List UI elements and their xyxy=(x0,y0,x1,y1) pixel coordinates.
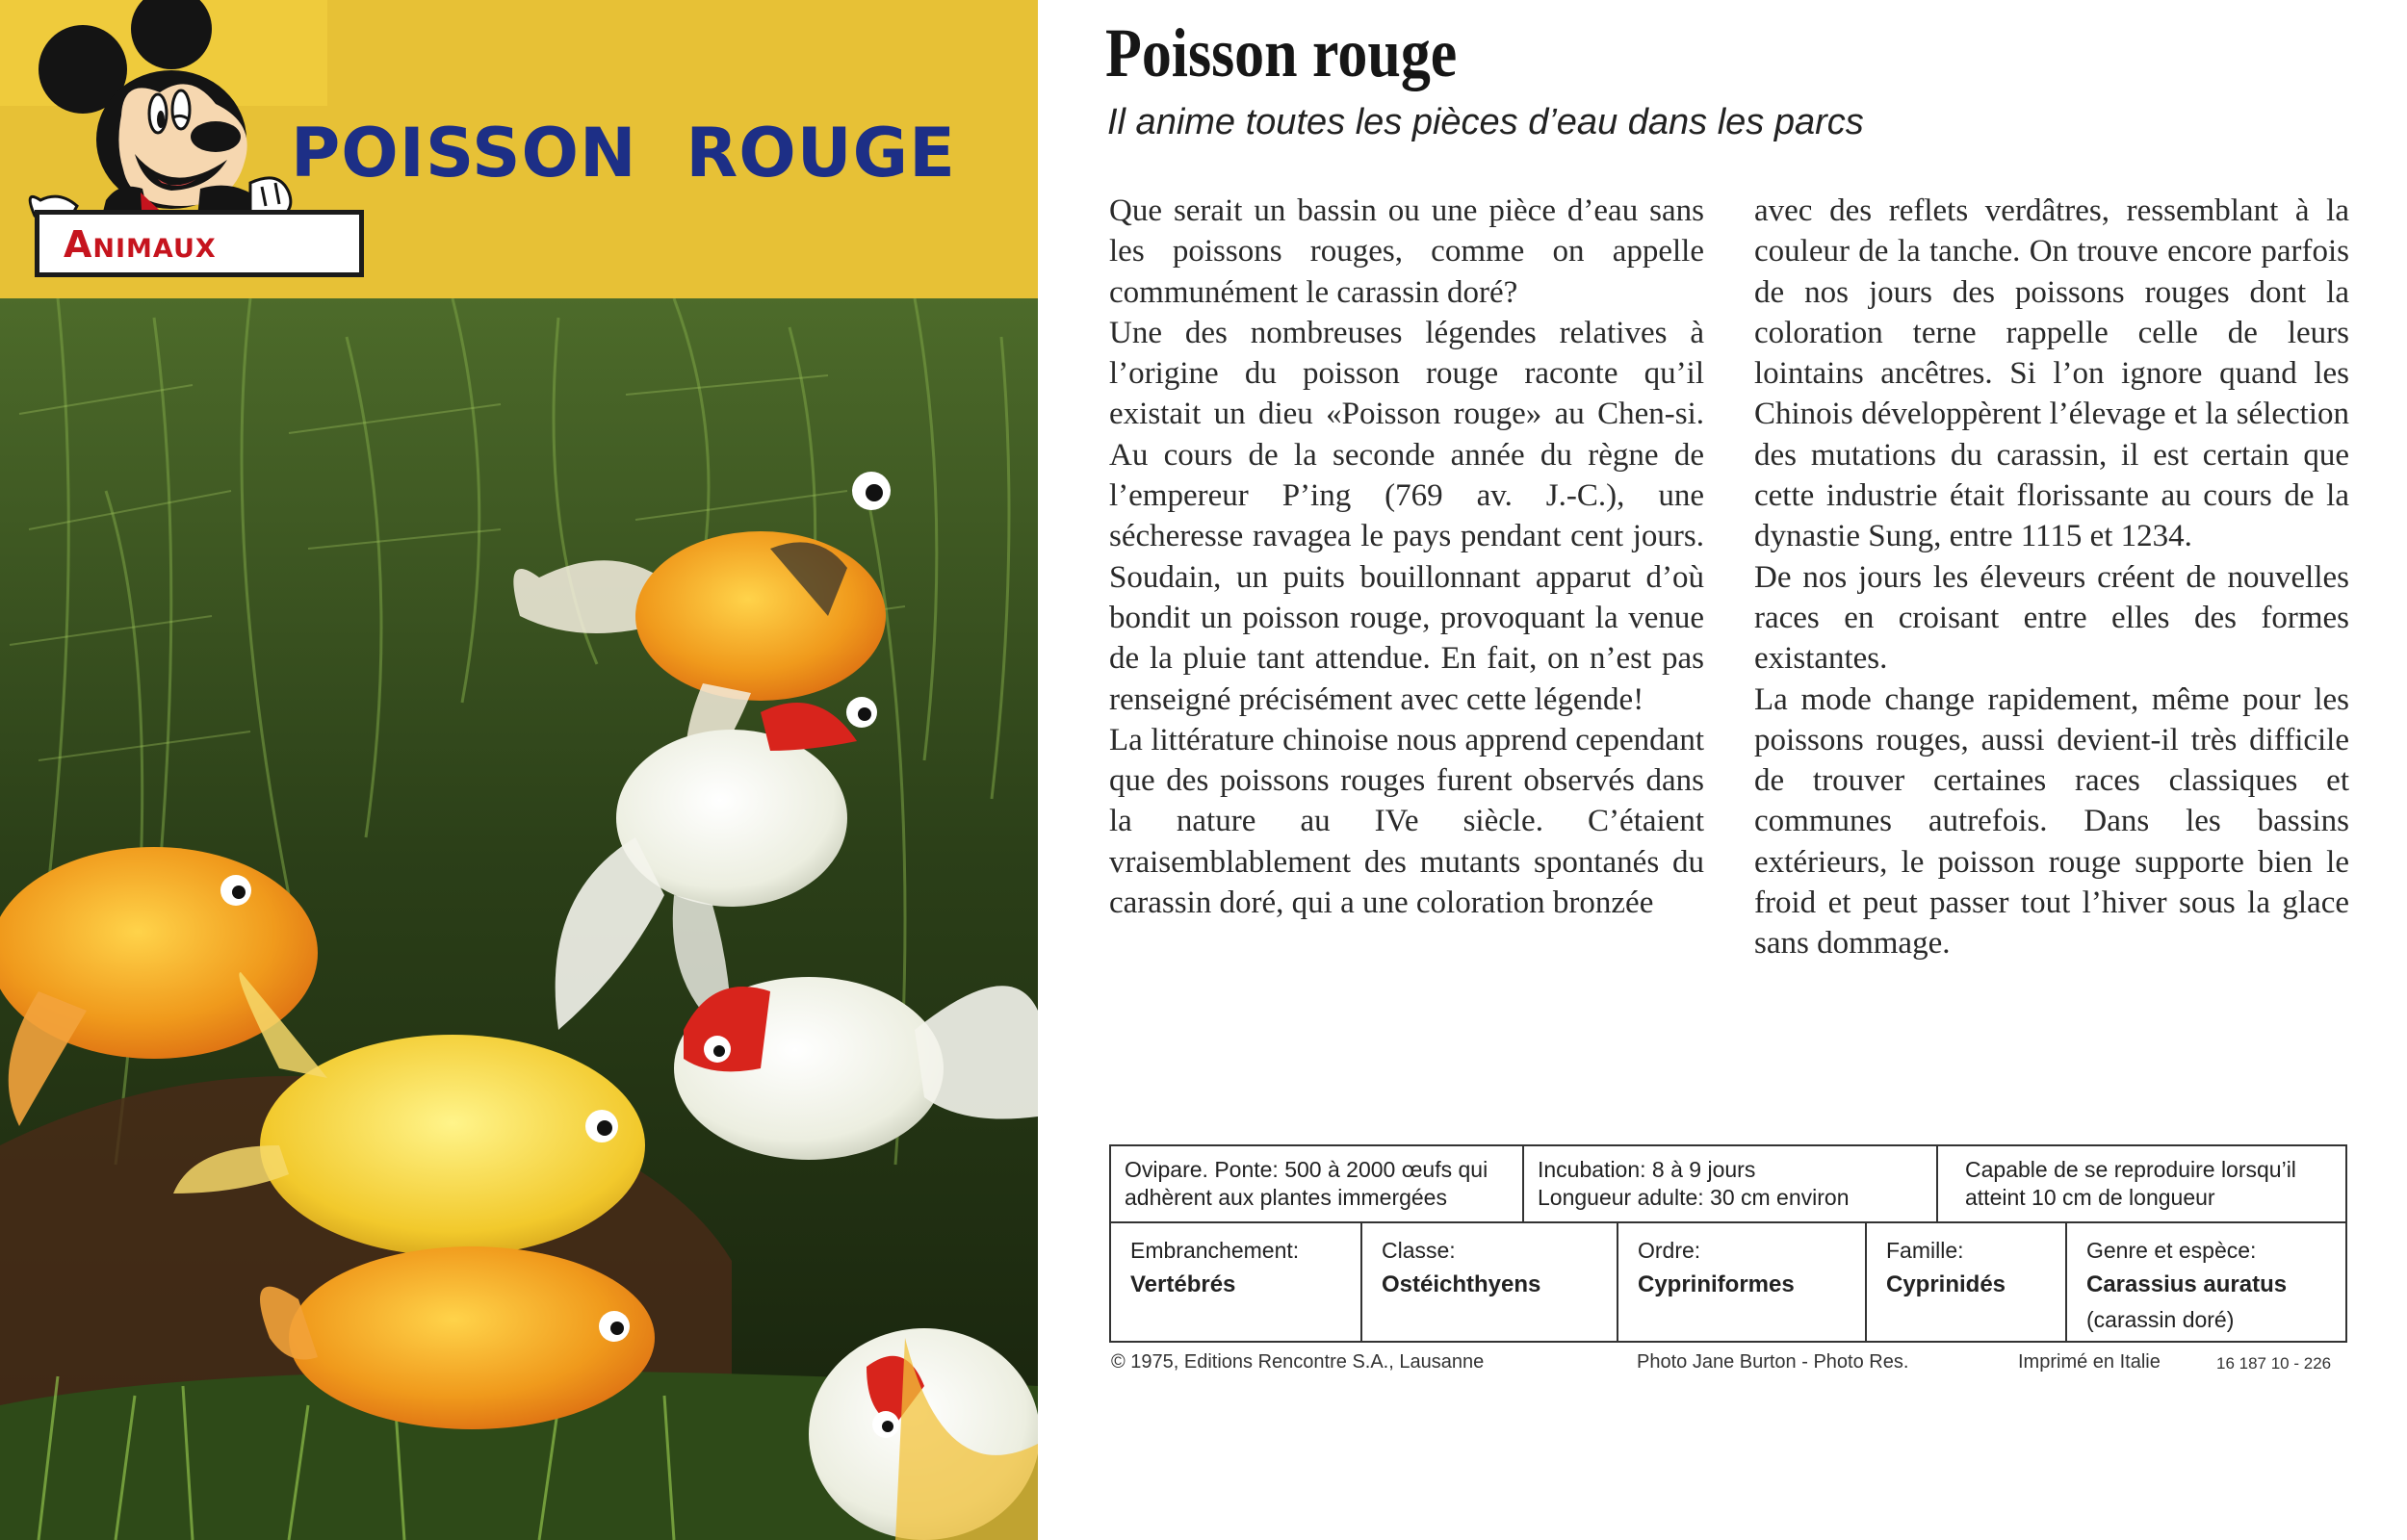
taxonomy-value: Cyprinidés xyxy=(1886,1271,2006,1297)
copyright-line: © 1975, Editions Rencontre S.A., Lausanne xyxy=(1111,1351,1485,1373)
taxonomy-value: Ostéichthyens xyxy=(1382,1271,1541,1297)
goldfish-photo xyxy=(0,298,1038,1540)
article-column-left xyxy=(1109,191,1704,923)
photo-credit: Photo Jane Burton - Photo Res. xyxy=(1637,1351,1909,1373)
fact-length: Longueur adulte: 30 cm environ xyxy=(1538,1185,1850,1210)
taxonomy-genre-espece xyxy=(2065,1221,2345,1341)
card-code: 16 187 10 - 226 xyxy=(2216,1354,2332,1373)
fact-incubation-length xyxy=(1522,1146,1936,1221)
paragraph: Que serait un bassin ou une pièce d’eau sans les poissons rouges, comme on appelle communément le carassin doré? xyxy=(1109,193,1704,310)
taxonomy-embranchement xyxy=(1111,1221,1360,1341)
white-goldfish xyxy=(809,1328,1038,1540)
article-column-right xyxy=(1754,191,2349,964)
taxonomy-label: Famille: xyxy=(1886,1238,1964,1263)
article-title: Poisson rouge xyxy=(1105,14,1458,91)
fact-maturity: Capable de se reproduire lorsqu’il atteint 10 cm de longueur xyxy=(1936,1146,2347,1221)
fact-incubation: Incubation: 8 à 9 jours xyxy=(1538,1157,1756,1182)
paragraph: avec des reflets verdâtres, ressemblant à la couleur de la tanche. On trouve encore parfois de nos jours des poissons rouges dont la coloration terne rappelle celle de leurs lointains ancêtres. Si l’on ignore quand les Chinois développèrent l’élevage et la sélection des mutations du carassin, il est certain que cette industrie était florissante au cours de la dynastie Sung, entre 1115 et 1234. xyxy=(1754,193,2349,554)
taxonomy-value: Cypriniformes xyxy=(1638,1271,1795,1297)
taxonomy-ordre xyxy=(1617,1221,1865,1341)
taxonomy-value: Carassius auratus xyxy=(2086,1271,2288,1297)
taxonomy-famille xyxy=(1865,1221,2065,1341)
taxonomy-label: Classe: xyxy=(1382,1238,1456,1263)
taxonomy-label: Embranchement: xyxy=(1130,1238,1300,1263)
taxonomy-note: (carassin doré) xyxy=(2086,1307,2235,1332)
card-section-title: POISSON ROUGE xyxy=(291,114,956,192)
print-location: Imprimé en Italie xyxy=(2018,1351,2161,1373)
fact-reproduction: Ovipare. Ponte: 500 à 2000 œufs qui adhèrent aux plantes immergées xyxy=(1125,1157,1488,1210)
card-front-panel xyxy=(0,0,1038,1540)
paragraph: La mode change rapidement, même pour les poissons rouges, aussi devient-il très difficile de trouver certaines races classiques et communes autrefois. Dans les bassins extérieurs, le poisson rouge supporte bien le froid et peut passer tout l’hiver sous la glace sans dommage. xyxy=(1754,681,2349,962)
paragraph: De nos jours les éleveurs créent de nouvelles races en croisant entre elles des formes existantes. xyxy=(1754,559,2349,677)
facts-table xyxy=(1109,1144,2347,1343)
taxonomy-classe xyxy=(1360,1221,1617,1341)
paragraph: Une des nombreuses légendes relatives à l’origine du poisson rouge raconte qu’il existait un dieu «Poisson rouge» au Chen-si. Au cours de la seconde année du règne de l’empereur P’ing (769 av. J.-C.), une sécheresse ravagea le pays pendant cent jours. Soudain, un puits bouillonnant apparut d’où bondit un poisson rouge, provoquant la venue de la pluie tant attendue. En fait, on n’est pas renseigné précisément avec cette légende! xyxy=(1109,315,1704,717)
article-subtitle: Il anime toutes les pièces d’eau dans les parcs xyxy=(1107,102,1864,142)
mickey-mouse-mascot xyxy=(27,0,335,241)
taxonomy-label: Ordre: xyxy=(1638,1238,1701,1263)
taxonomy-value: Vertébrés xyxy=(1130,1271,1236,1297)
category-tag-label: Animaux xyxy=(64,223,217,266)
taxonomy-label: Genre et espèce: xyxy=(2086,1238,2257,1263)
paragraph: La littérature chinoise nous apprend cependant que des poissons rouges furent observés dans la nature au IVe siècle. C’étaient vraisemblablement des mutants spontanés du carassin doré, qui a une coloration bronzée xyxy=(1109,722,1704,921)
facts-row xyxy=(1111,1146,2345,1223)
taxonomy-row xyxy=(1111,1221,2345,1341)
